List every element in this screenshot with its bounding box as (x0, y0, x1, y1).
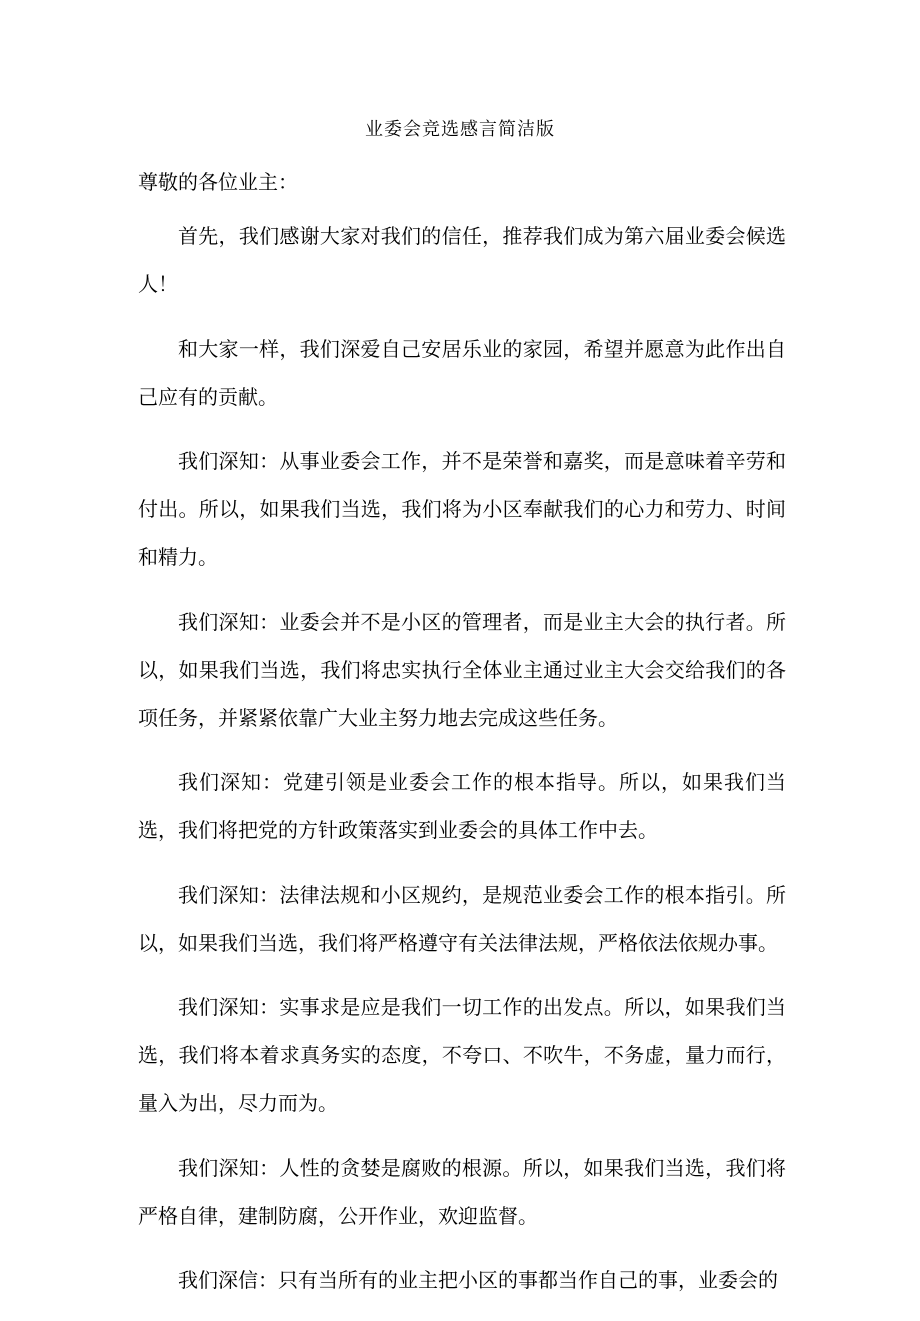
paragraph: 我们深知：实事求是应是我们一切工作的出发点。所以，如果我们当选，我们将本着求真务实的态度，不夸口、不吹牛，不务虚，量力而行，量入为出，尽力而为。 (138, 995, 786, 1115)
salutation: 尊敬的各位业主： (138, 170, 298, 194)
paragraph: 我们深知：从事业委会工作，并不是荣誉和嘉奖，而是意味着辛劳和付出。所以，如果我们当选，我们将为小区奉献我们的心力和劳力、时间和精力。 (138, 449, 786, 569)
paragraph: 我们深知：人性的贪婪是腐败的根源。所以，如果我们当选，我们将严格自律，建制防腐，公开作业，欢迎监督。 (138, 1155, 786, 1228)
paragraph: 和大家一样，我们深爱自己安居乐业的家园，希望并愿意为此作出自己应有的贡献。 (138, 336, 786, 409)
document-body (138, 212, 786, 1321)
paragraph: 我们深知：法律法规和小区规约，是规范业委会工作的根本指引。所以，如果我们当选，我们将严格遵守有关法律法规，严格依法依规办事。 (138, 882, 786, 955)
paragraph: 我们深信：只有当所有的业主把小区的事都当作自己的事，业委会的 (178, 1268, 778, 1292)
paragraph: 首先，我们感谢大家对我们的信任，推荐我们成为第六届业委会候选人！ (138, 224, 786, 296)
paragraph: 我们深知：业委会并不是小区的管理者，而是业主大会的执行者。所以，如果我们当选，我们将忠实执行全体业主通过业主大会交给我们的各项任务，并紧紧依靠广大业主努力地去完成这些任务。 (138, 609, 786, 730)
paragraph: 我们深知：党建引领是业委会工作的根本指导。所以，如果我们当选，我们将把党的方针政策落实到业委会的具体工作中去。 (138, 770, 786, 842)
document-title: 业委会竞选感言简洁版 (365, 119, 555, 140)
